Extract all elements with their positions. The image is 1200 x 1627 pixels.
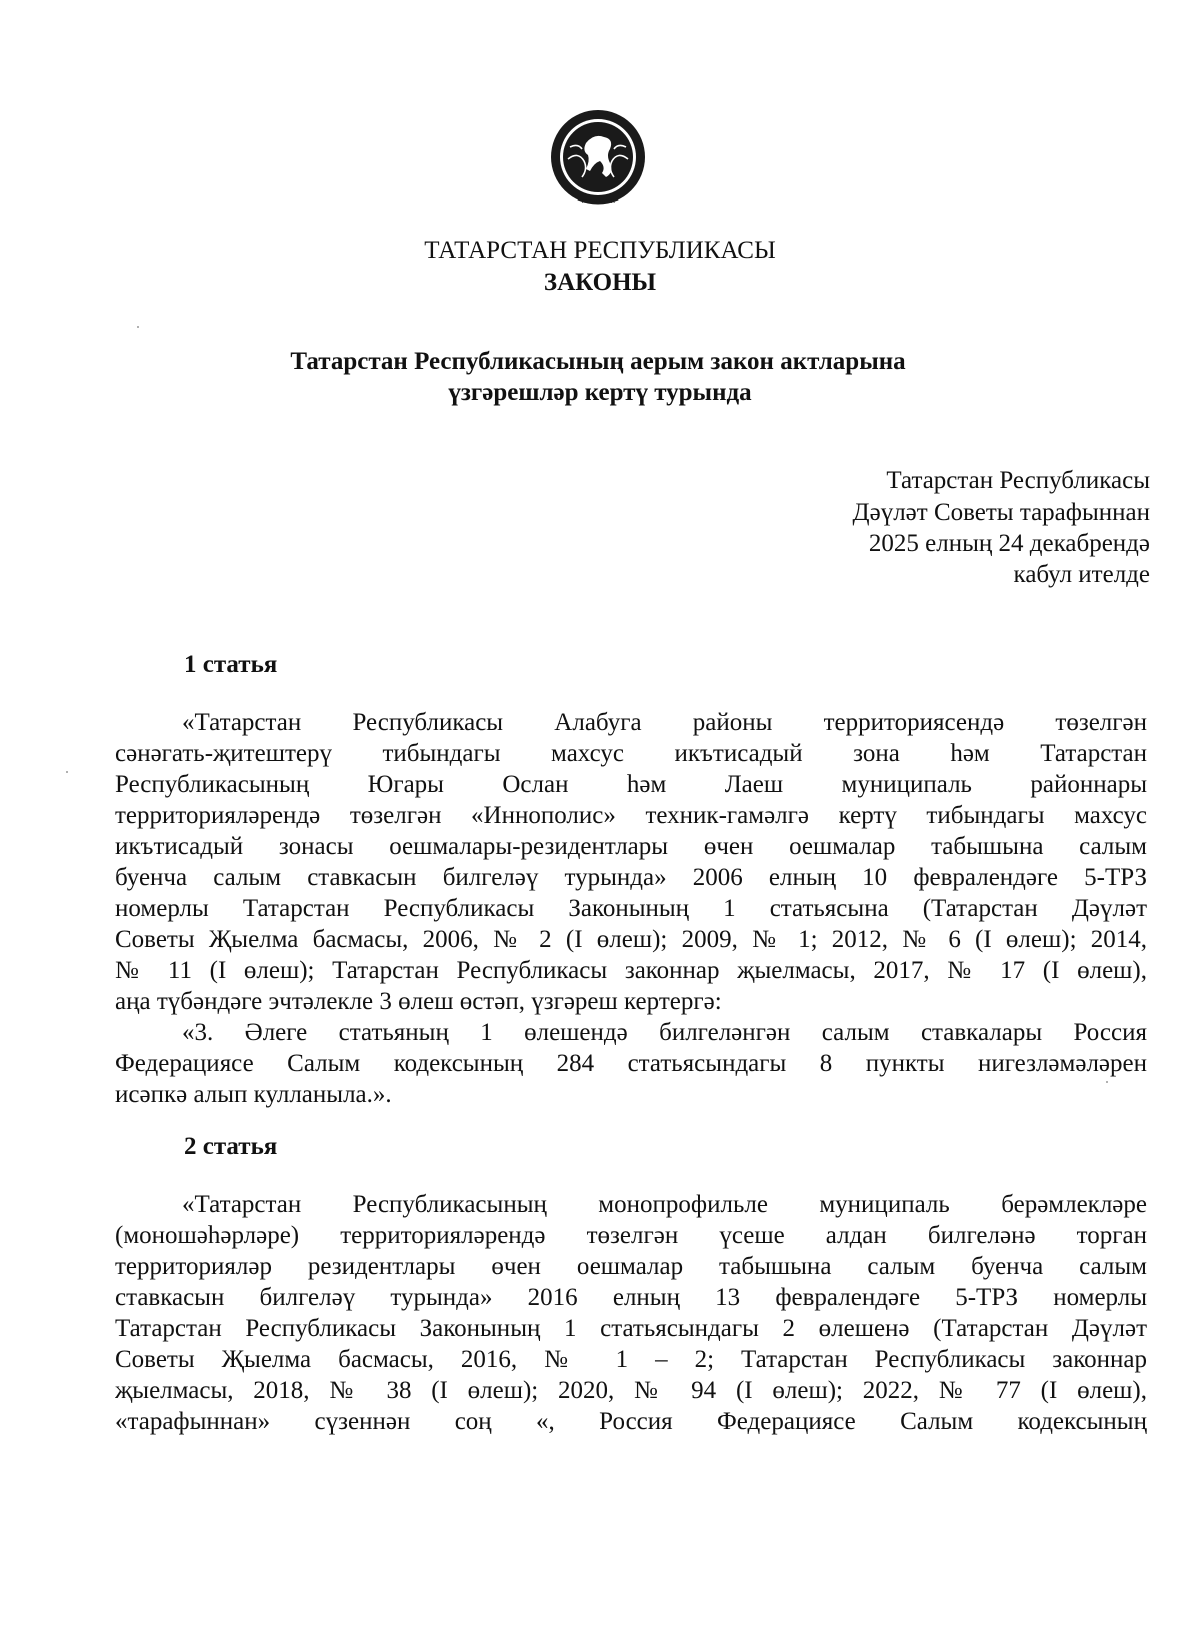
article-2-text-line: территорияләр резидентлары өчен оешмалар табышына салым буенча салым [115, 1253, 1147, 1280]
article-2-text-line: Татарстан Республикасы Законының 1 статьясындагы 2 өлешенә (Татарстан Дәүләт [115, 1315, 1147, 1342]
article-1-text-line: Республикасының Югары Ослан һәм Лаеш муниципаль районнары [115, 771, 1147, 798]
tatarstan-emblem-icon [548, 107, 648, 211]
adoption-line-3: 2025 елның 24 декабрендә [868, 530, 1150, 557]
article-2-text-line: «Татарстан Республикасының монопрофильле муниципаль берәмлекләре [182, 1191, 1147, 1218]
article-1-text-line: номерлы Татарстан Республикасы Законының 1 статьясына (Татарстан Дәүләт [115, 895, 1147, 922]
article-1-text-line: № 11 (I өлеш); Татарстан Республикасы законнар җыелмасы, 2017, № 17 (I өлеш), [115, 957, 1147, 984]
adoption-line-1: Татарстан Республикасы [886, 467, 1150, 494]
article-2-text-line: ставкасын билгеләү турында» 2016 елның 13 февралендәге 5-ТРЗ номерлы [115, 1284, 1147, 1311]
article-1-text-line: икътисадый зонасы оешмалары-резидентлары өчен оешмалар табышына салым [115, 833, 1147, 860]
article-1-text-line: «Татарстан Республикасы Алабуга районы территориясендә төзелгән [182, 709, 1147, 736]
svg-text:ТАТАРСТАН: ТАТАРСТАН [580, 199, 616, 205]
article-1-text-line: территорияләрендә төзелгән «Иннополис» техник-гамәлгә кертү тибындагы махсус [115, 802, 1147, 829]
adoption-line-2: Дәүләт Советы тарафыннан [852, 499, 1150, 526]
republic-heading: ТАТАРСТАН РЕСПУБЛИКАСЫ [424, 237, 776, 264]
article-1-text-line: буенча салым ставкасын билгеләү турында» 2006 елның 10 февралендәге 5-ТРЗ [115, 864, 1147, 891]
article-2-text-line: җыелмасы, 2018, № 38 (I өлеш); 2020, № 94 (I өлеш); 2022, № 77 (I өлеш), [115, 1377, 1147, 1404]
article-1-heading: 1 статья [184, 651, 278, 678]
article-2-text-line: «тарафыннан» сүзеннән соң «, Россия Федерациясе Салым кодексының [115, 1408, 1147, 1435]
article-2-text-line: Советы Җыелма басмасы, 2016, № 1 – 2; Татарстан Республикасы законнар [115, 1346, 1147, 1373]
scan-speck [66, 771, 68, 773]
law-title-line-2: үзгәрешләр кертү турында [448, 379, 752, 406]
article-1-text-line: Советы Җыелма басмасы, 2006, № 2 (I өлеш); 2009, № 1; 2012, № 6 (I өлеш); 2014, [115, 926, 1147, 953]
article-2-heading: 2 статья [184, 1133, 278, 1160]
scan-speck [1106, 1081, 1108, 1083]
law-title-line-1: Татарстан Республикасының аерым закон актларына [290, 348, 906, 375]
article-1-amendment-line: «3. Әлеге статьяның 1 өлешендә билгеләнгән салым ставкалары Россия [182, 1019, 1147, 1046]
article-2-text-line: (моношәһәрләре) территорияләрендә төзелгән үсеше алдан билгеләнә торган [115, 1222, 1147, 1249]
adoption-line-4: кабул ителде [1013, 561, 1150, 588]
article-1-amendment-line: исәпкә алып кулланыла.». [115, 1081, 392, 1108]
article-1-amendment-line: Федерациясе Салым кодексының 284 статьясындагы 8 пункты нигезләмәләрен [115, 1050, 1147, 1077]
law-heading: ЗАКОНЫ [543, 269, 657, 296]
scan-speck [137, 326, 139, 328]
article-1-text-line: аңа түбәндәге эчтәлекле 3 өлеш өстәп, үзгәреш кертергә: [115, 988, 722, 1015]
article-1-text-line: сәнәгать-җитештерү тибындагы махсус икътисадый зона һәм Татарстан [115, 740, 1147, 767]
